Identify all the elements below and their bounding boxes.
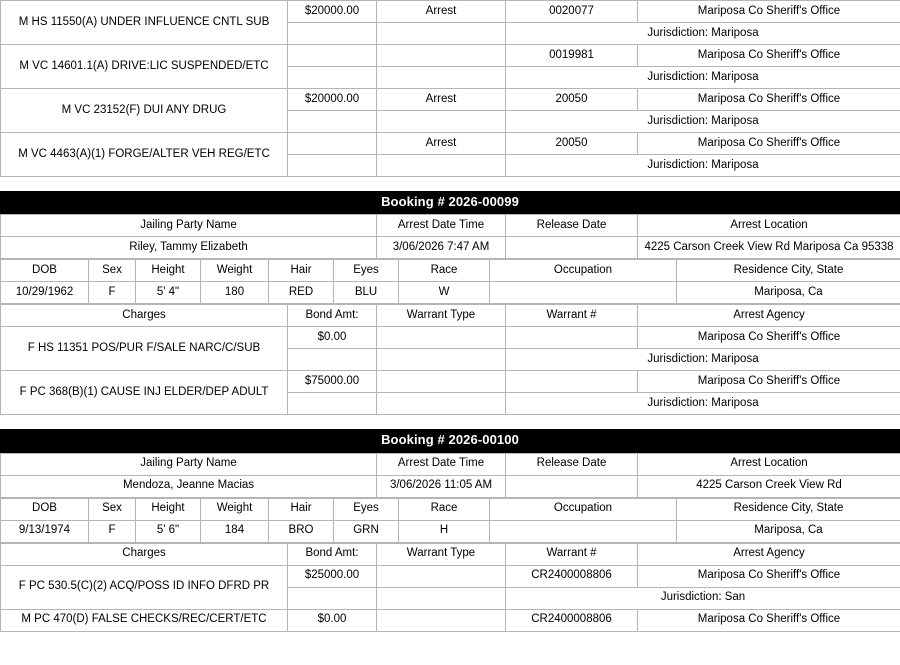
booking-column-headers xyxy=(1,453,900,475)
sex-value: F xyxy=(89,520,136,542)
charge-jurisdiction: Jurisdiction: Mariposa xyxy=(506,111,900,133)
hair-value: BRO xyxy=(269,520,334,542)
jailing-party-name-value: Riley, Tammy Elizabeth xyxy=(1,237,377,259)
demographics-column-headers xyxy=(1,498,900,520)
jurisdiction-warrant-type-spacer xyxy=(377,349,506,371)
charge-arrest-agency: Mariposa Co Sheriff's Office xyxy=(638,45,900,67)
partial-charges-body xyxy=(1,1,900,177)
charge-warrant-type xyxy=(377,45,506,67)
table-row xyxy=(1,45,900,67)
charge-bond-amount xyxy=(288,133,377,155)
arrest-date-time-value: 3/06/2026 7:47 AM xyxy=(377,237,506,259)
charge-warrant-number xyxy=(506,327,638,349)
booking-header-bar: Booking # 2026-00099 xyxy=(0,191,900,214)
charge-jurisdiction: Jurisdiction: San xyxy=(506,587,900,609)
header-dob: DOB xyxy=(1,260,89,282)
charge-jurisdiction: Jurisdiction: Mariposa xyxy=(506,393,900,415)
header-weight: Weight xyxy=(201,260,269,282)
demographics-values-row xyxy=(1,520,900,542)
charge-arrest-agency: Mariposa Co Sheriff's Office xyxy=(638,565,900,587)
table-row xyxy=(1,327,900,349)
charge-arrest-agency: Mariposa Co Sheriff's Office xyxy=(638,609,900,631)
charge-jurisdiction: Jurisdiction: Mariposa xyxy=(506,67,900,89)
charge-bond-amount: $20000.00 xyxy=(288,89,377,111)
table-row xyxy=(1,1,900,23)
header-hair: Hair xyxy=(269,498,334,520)
arrest-location-value: 4225 Carson Creek View Rd Mariposa Ca 95338 xyxy=(638,237,900,259)
demographics-values-row xyxy=(1,282,900,304)
residence-city-state-value: Mariposa, Ca xyxy=(677,520,900,542)
jurisdiction-bond-spacer xyxy=(288,349,377,371)
hair-value: RED xyxy=(269,282,334,304)
jurisdiction-warrant-type-spacer xyxy=(377,67,506,89)
charge-description: M VC 23152(F) DUI ANY DRUG xyxy=(1,89,288,133)
jurisdiction-bond-spacer xyxy=(288,23,377,45)
charge-arrest-agency: Mariposa Co Sheriff's Office xyxy=(638,327,900,349)
charge-bond-amount: $0.00 xyxy=(288,327,377,349)
charge-arrest-agency: Mariposa Co Sheriff's Office xyxy=(638,89,900,111)
charge-warrant-type xyxy=(377,371,506,393)
header-race: Race xyxy=(399,260,490,282)
charge-description: M HS 11550(A) UNDER INFLUENCE CNTL SUB xyxy=(1,1,288,45)
dob-value: 9/13/1974 xyxy=(1,520,89,542)
jurisdiction-bond-spacer xyxy=(288,393,377,415)
header-arrest-date-time: Arrest Date Time xyxy=(377,453,506,475)
header-race: Race xyxy=(399,498,490,520)
charges-column-headers xyxy=(1,305,900,327)
table-row xyxy=(1,609,900,631)
header-warrant-type: Warrant Type xyxy=(377,305,506,327)
charge-description: F HS 11351 POS/PUR F/SALE NARC/C/SUB xyxy=(1,327,288,371)
header-release-date: Release Date xyxy=(506,215,638,237)
occupation-value xyxy=(490,520,677,542)
eyes-value: BLU xyxy=(334,282,399,304)
race-value: H xyxy=(399,520,490,542)
charge-arrest-agency: Mariposa Co Sheriff's Office xyxy=(638,371,900,393)
booking-detail-table xyxy=(0,453,900,498)
charge-description: F PC 368(B)(1) CAUSE INJ ELDER/DEP ADULT xyxy=(1,371,288,415)
sex-value: F xyxy=(89,282,136,304)
header-sex: Sex xyxy=(89,498,136,520)
charge-arrest-agency: Mariposa Co Sheriff's Office xyxy=(638,1,900,23)
header-arrest-agency: Arrest Agency xyxy=(638,543,900,565)
charge-jurisdiction: Jurisdiction: Mariposa xyxy=(506,349,900,371)
booking-header-bar: Booking # 2026-00100 xyxy=(0,429,900,452)
charge-warrant-number: 20050 xyxy=(506,89,638,111)
charge-bond-amount: $0.00 xyxy=(288,609,377,631)
header-residence-city-state: Residence City, State xyxy=(677,260,900,282)
jurisdiction-bond-spacer xyxy=(288,587,377,609)
weight-value: 180 xyxy=(201,282,269,304)
charges-column-headers xyxy=(1,543,900,565)
table-row xyxy=(1,89,900,111)
header-bond-amt: Bond Amt: xyxy=(288,305,377,327)
charge-warrant-type xyxy=(377,609,506,631)
header-dob: DOB xyxy=(1,498,89,520)
charge-warrant-number: 0020077 xyxy=(506,1,638,23)
header-arrest-location: Arrest Location xyxy=(638,453,900,475)
arrest-location-value: 4225 Carson Creek View Rd xyxy=(638,475,900,497)
header-eyes: Eyes xyxy=(334,260,399,282)
jurisdiction-warrant-type-spacer xyxy=(377,393,506,415)
header-occupation: Occupation xyxy=(490,260,677,282)
charge-warrant-number xyxy=(506,371,638,393)
height-value: 5' 6" xyxy=(136,520,201,542)
header-jailing-party-name: Jailing Party Name xyxy=(1,215,377,237)
jurisdiction-bond-spacer xyxy=(288,67,377,89)
charge-bond-amount xyxy=(288,45,377,67)
jailing-party-name-value: Mendoza, Jeanne Macias xyxy=(1,475,377,497)
eyes-value: GRN xyxy=(334,520,399,542)
header-release-date: Release Date xyxy=(506,453,638,475)
dob-value: 10/29/1962 xyxy=(1,282,89,304)
charge-warrant-number: CR2400008806 xyxy=(506,609,638,631)
header-height: Height xyxy=(136,260,201,282)
arrest-date-time-value: 3/06/2026 11:05 AM xyxy=(377,475,506,497)
charge-description: M VC 14601.1(A) DRIVE:LIC SUSPENDED/ETC xyxy=(1,45,288,89)
header-charges: Charges xyxy=(1,305,288,327)
charge-warrant-type xyxy=(377,327,506,349)
charge-jurisdiction: Jurisdiction: Mariposa xyxy=(506,155,900,177)
header-jailing-party-name: Jailing Party Name xyxy=(1,453,377,475)
charge-warrant-number: 20050 xyxy=(506,133,638,155)
section-gap xyxy=(0,177,900,191)
charge-warrant-type: Arrest xyxy=(377,89,506,111)
charge-description: M VC 4463(A)(1) FORGE/ALTER VEH REG/ETC xyxy=(1,133,288,177)
header-warrant-type: Warrant Type xyxy=(377,543,506,565)
charge-warrant-number: CR2400008806 xyxy=(506,565,638,587)
header-warrant-number: Warrant # xyxy=(506,305,638,327)
charge-warrant-type: Arrest xyxy=(377,133,506,155)
jurisdiction-warrant-type-spacer xyxy=(377,111,506,133)
table-row xyxy=(1,565,900,587)
header-arrest-date-time: Arrest Date Time xyxy=(377,215,506,237)
demographics-column-headers xyxy=(1,260,900,282)
charge-jurisdiction: Jurisdiction: Mariposa xyxy=(506,23,900,45)
header-sex: Sex xyxy=(89,260,136,282)
header-height: Height xyxy=(136,498,201,520)
header-weight: Weight xyxy=(201,498,269,520)
jurisdiction-warrant-type-spacer xyxy=(377,587,506,609)
jurisdiction-warrant-type-spacer xyxy=(377,23,506,45)
charges-table xyxy=(0,304,900,415)
charge-bond-amount: $20000.00 xyxy=(288,1,377,23)
charge-bond-amount: $75000.00 xyxy=(288,371,377,393)
header-charges: Charges xyxy=(1,543,288,565)
header-residence-city-state: Residence City, State xyxy=(677,498,900,520)
height-value: 5' 4" xyxy=(136,282,201,304)
table-row xyxy=(1,133,900,155)
charge-warrant-number: 0019981 xyxy=(506,45,638,67)
charges-table xyxy=(0,543,900,632)
charge-description: M PC 470(D) FALSE CHECKS/REC/CERT/ETC xyxy=(1,609,288,631)
header-occupation: Occupation xyxy=(490,498,677,520)
partial-charges-table xyxy=(0,0,900,177)
occupation-value xyxy=(490,282,677,304)
header-bond-amt: Bond Amt: xyxy=(288,543,377,565)
charge-description: F PC 530.5(C)(2) ACQ/POSS ID INFO DFRD PR xyxy=(1,565,288,609)
residence-city-state-value: Mariposa, Ca xyxy=(677,282,900,304)
demographics-table xyxy=(0,259,900,304)
jurisdiction-warrant-type-spacer xyxy=(377,155,506,177)
booking-column-headers xyxy=(1,215,900,237)
table-row xyxy=(1,371,900,393)
release-date-value xyxy=(506,237,638,259)
header-eyes: Eyes xyxy=(334,498,399,520)
header-warrant-number: Warrant # xyxy=(506,543,638,565)
demographics-table xyxy=(0,498,900,543)
charge-bond-amount: $25000.00 xyxy=(288,565,377,587)
section-gap xyxy=(0,415,900,429)
jurisdiction-bond-spacer xyxy=(288,155,377,177)
charge-arrest-agency: Mariposa Co Sheriff's Office xyxy=(638,133,900,155)
booking-detail-table xyxy=(0,214,900,259)
charge-warrant-type xyxy=(377,565,506,587)
header-arrest-agency: Arrest Agency xyxy=(638,305,900,327)
charge-warrant-type: Arrest xyxy=(377,1,506,23)
header-hair: Hair xyxy=(269,260,334,282)
race-value: W xyxy=(399,282,490,304)
header-arrest-location: Arrest Location xyxy=(638,215,900,237)
booking-summary-row xyxy=(1,475,900,497)
release-date-value xyxy=(506,475,638,497)
jurisdiction-bond-spacer xyxy=(288,111,377,133)
weight-value: 184 xyxy=(201,520,269,542)
booking-summary-row xyxy=(1,237,900,259)
